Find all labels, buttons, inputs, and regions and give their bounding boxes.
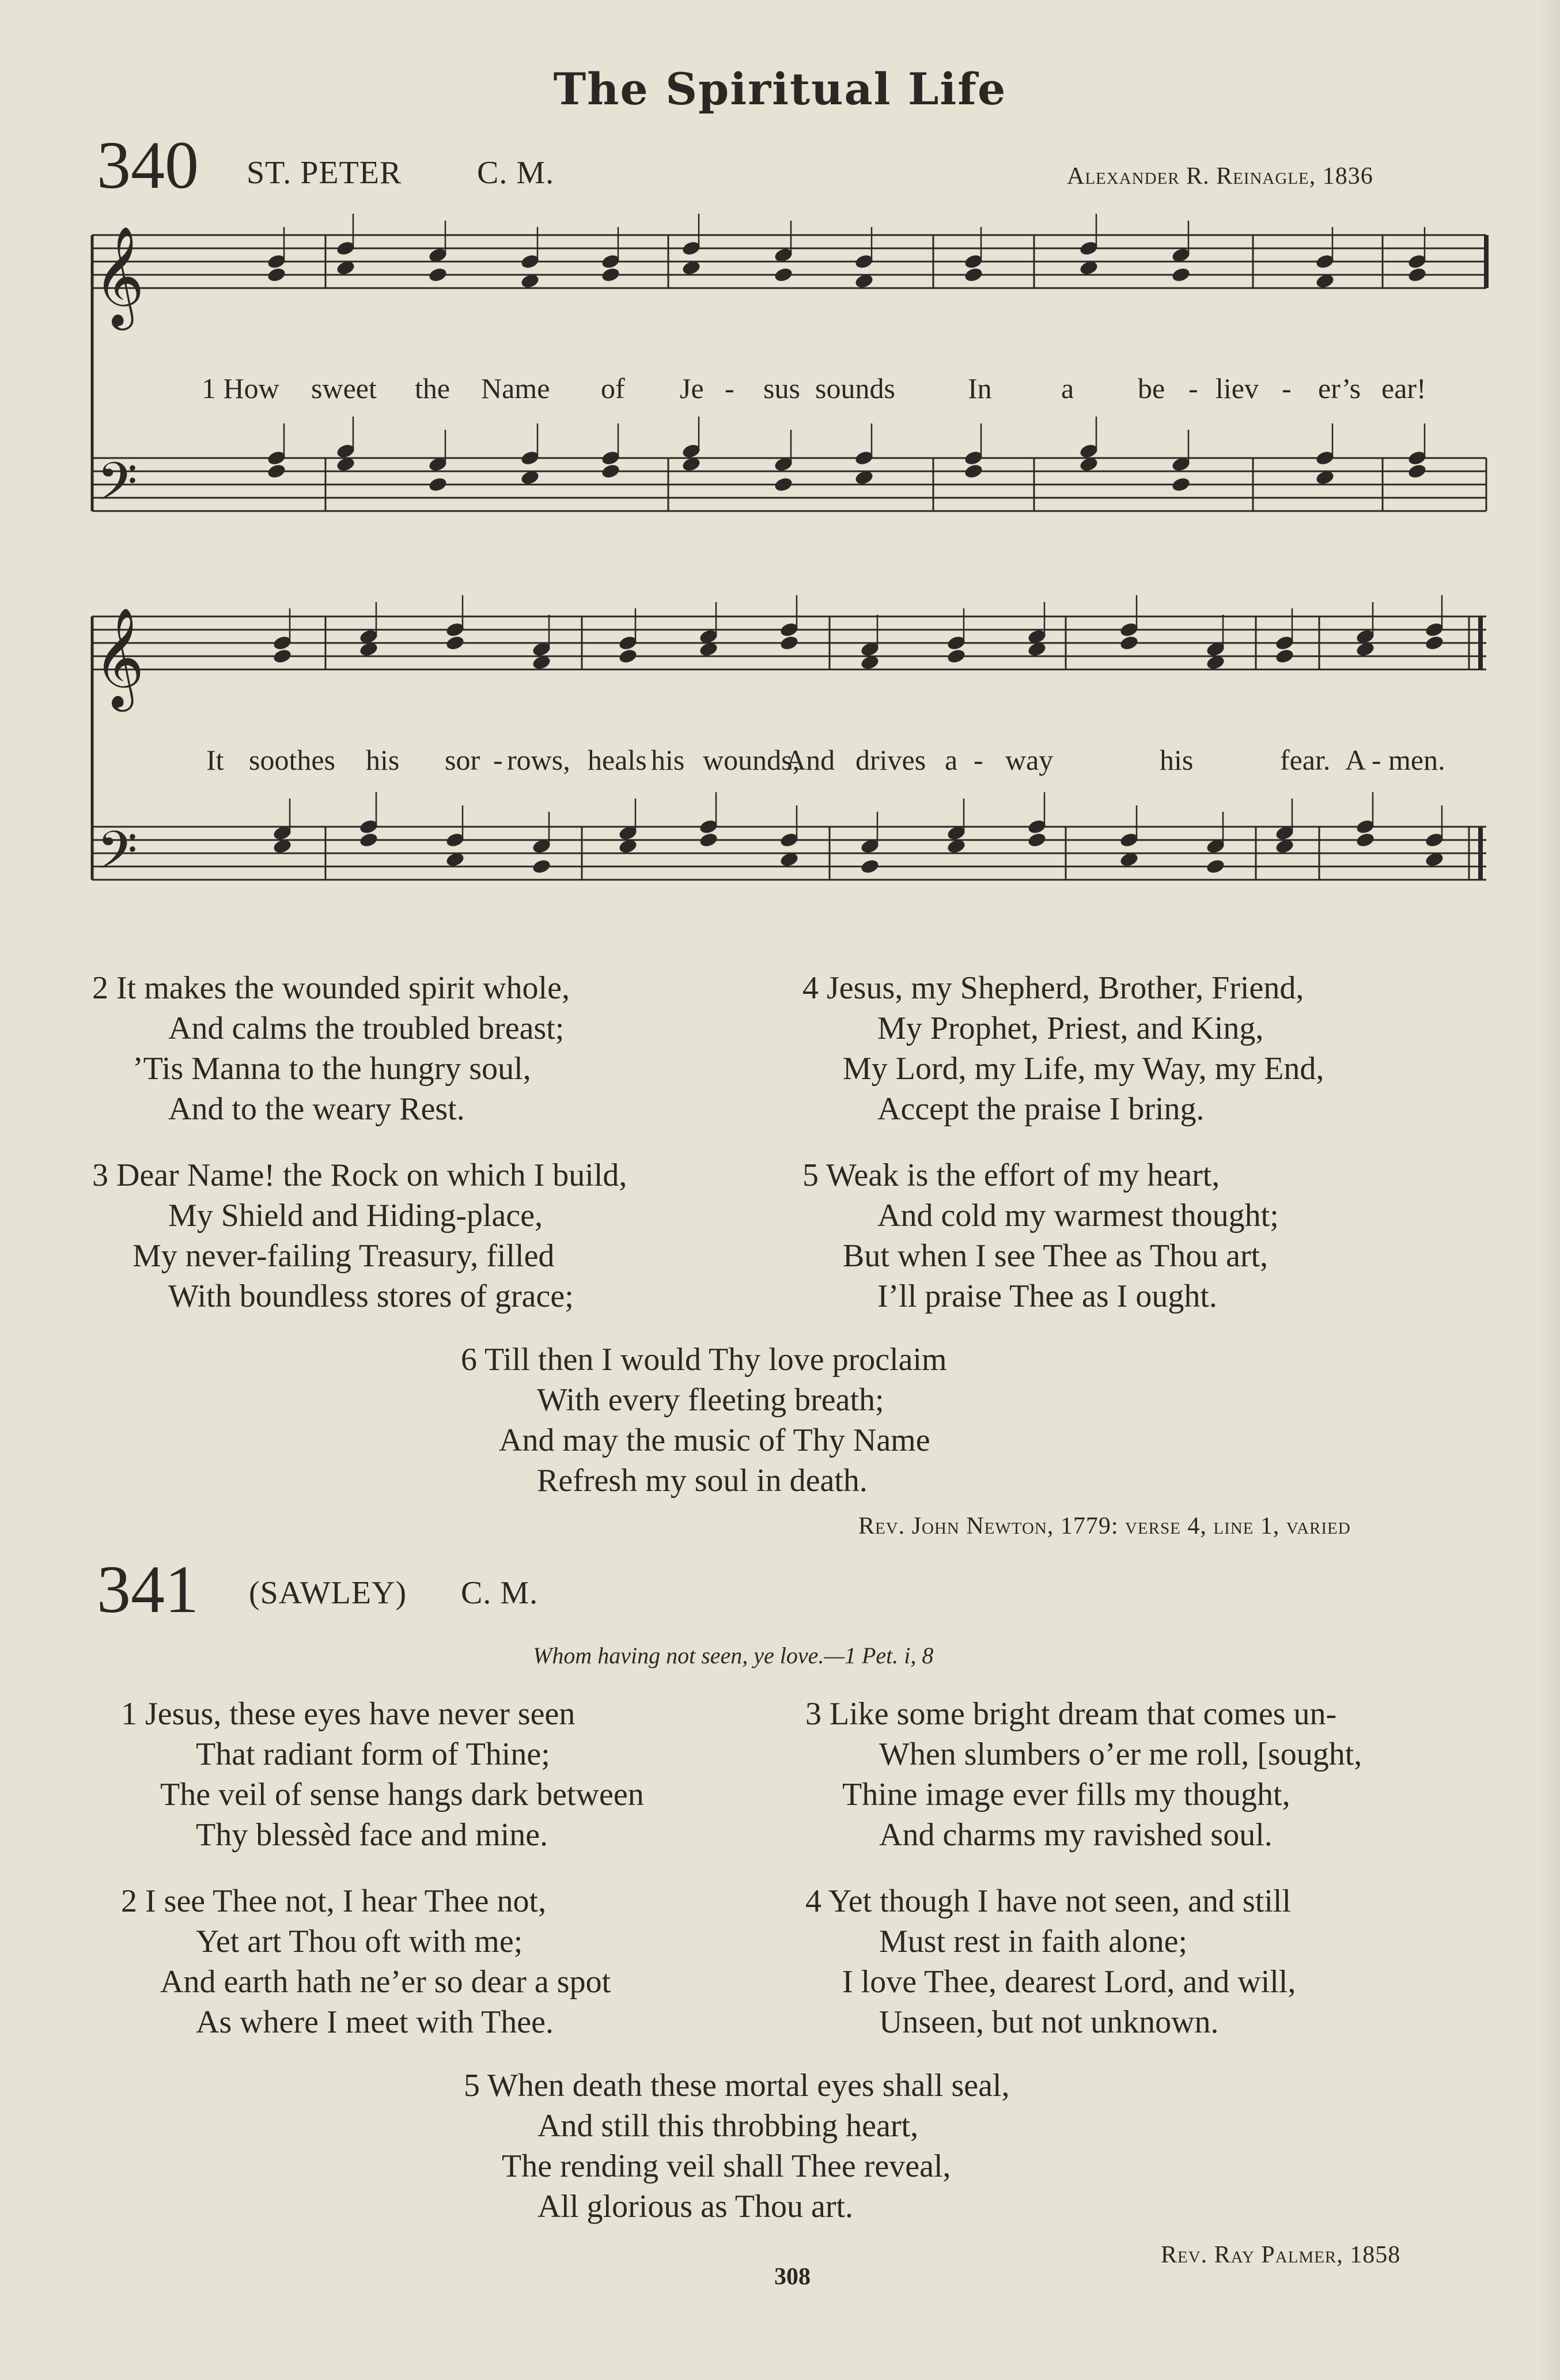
lyric-syllable: ear! — [1381, 372, 1426, 404]
note-head — [427, 266, 448, 283]
clef-icon: 𝄢 — [97, 820, 138, 894]
stanza-line: Refresh my soul in death. — [537, 1463, 868, 1499]
stanza-line: 4 Yet though I have not seen, and still — [805, 1883, 1292, 1919]
stanza-line: 1 Jesus, these eyes have never seen — [121, 1696, 575, 1732]
stanza-line: ’Tis Manna to the hungry soul, — [132, 1051, 531, 1087]
stanza-line: The rending veil shall Thee reveal, — [502, 2148, 951, 2184]
note-head — [1355, 831, 1375, 848]
note-head — [1407, 463, 1427, 479]
stanza-341-5 — [464, 2065, 1010, 2227]
lyric-syllable: liev — [1216, 372, 1259, 404]
stanza-line: And charms my ravished soul. — [879, 1817, 1273, 1853]
lyric-syllable: sweet — [311, 372, 377, 404]
lyric-syllable: the — [415, 372, 450, 404]
stanza-line: That radiant form of Thine; — [196, 1736, 550, 1772]
stanza-line: 3 Dear Name! the Rock on which I build, — [92, 1157, 627, 1193]
note-head — [1027, 831, 1047, 848]
stanza-341-4 — [805, 1881, 1296, 2042]
lyric-syllable: fear. — [1280, 744, 1331, 776]
lyric-syllable: In — [968, 372, 992, 404]
lyric-syllable: drives — [855, 744, 926, 776]
lyric-syllable: - — [725, 372, 734, 404]
lyric-syllable: be — [1138, 372, 1165, 404]
note-head — [698, 831, 718, 848]
stanza-line: I love Thee, dearest Lord, and will, — [842, 1964, 1296, 2000]
stanza-line: And cold my warmest thought; — [877, 1198, 1279, 1233]
lyric-syllable: a — [945, 744, 958, 776]
note-head — [859, 858, 880, 875]
note-head — [1119, 634, 1139, 651]
lyric-syllable: Je — [680, 372, 704, 404]
lyric-syllable: his — [1160, 744, 1194, 776]
composer-340: Alexander R. Reinagle, 1836 — [1067, 163, 1373, 190]
note-head — [1205, 858, 1225, 875]
note-head — [1424, 634, 1444, 651]
stanza-line: When slumbers o’er me roll, [sought, — [879, 1736, 1362, 1772]
stanza-line: Yet art Thou oft with me; — [196, 1924, 523, 1959]
stanza-341-3 — [805, 1694, 1362, 1855]
stanza-line: With every fleeting breath; — [537, 1382, 884, 1418]
running-head: The Spiritual Life — [553, 63, 1007, 115]
stanza-line: And may the music of Thy Name — [499, 1422, 930, 1458]
note-head — [358, 831, 378, 848]
note-head — [963, 463, 983, 479]
lyric-syllable: his — [651, 744, 685, 776]
lyric-syllable: sor — [445, 744, 480, 776]
author-341: Rev. Ray Palmer, 1858 — [1161, 2242, 1401, 2268]
lyric-syllable: - — [493, 744, 503, 776]
lyric-syllable: er’s — [1318, 372, 1361, 404]
stanza-340-2 — [92, 968, 570, 1129]
stanza-line: And earth hath ne’er so dear a spot — [160, 1964, 611, 2000]
note-head — [773, 266, 793, 283]
page-edge-shadow — [1537, 0, 1560, 2380]
note-head — [427, 476, 448, 493]
stanza-line: 4 Jesus, my Shepherd, Brother, Friend, — [802, 970, 1304, 1006]
stanza-line: 6 Till then I would Thy love proclaim — [461, 1342, 947, 1378]
lyric-syllable: heals — [588, 744, 647, 776]
author-340: Rev. John Newton, 1779: verse 4, line 1, varied — [858, 1513, 1351, 1539]
note-head — [600, 266, 620, 283]
note-head — [946, 648, 966, 664]
stanza-line: My Lord, my Life, my Way, my End, — [843, 1051, 1324, 1087]
note-head — [600, 463, 620, 479]
stanza-line: 5 Weak is the effort of my heart, — [802, 1157, 1220, 1193]
stanza-line: 2 It makes the wounded spirit whole, — [92, 970, 570, 1006]
lyric-syllable: Name — [481, 372, 550, 404]
stanza-line: Accept the praise I bring. — [877, 1091, 1205, 1127]
hymn-number-341: 341 — [97, 1552, 199, 1627]
stanza-line: 5 When death these mortal eyes shall seal, — [464, 2068, 1010, 2103]
lyric-syllable: sounds — [815, 372, 895, 404]
stanza-341-1 — [121, 1694, 644, 1855]
stanza-line: Thine image ever fills my thought, — [842, 1777, 1290, 1813]
music-score-340 — [0, 0, 1560, 933]
note-head — [272, 648, 292, 664]
stanza-line: Must rest in faith alone; — [879, 1924, 1188, 1959]
lyric-syllable: rows, — [507, 744, 570, 776]
stanza-341-2 — [121, 1881, 611, 2042]
stanza-line: All glorious as Thou art. — [537, 2189, 854, 2224]
lyric-syllable: a — [1061, 372, 1074, 404]
lyric-syllable: It — [206, 744, 224, 776]
lyric-syllable: his — [366, 744, 400, 776]
note-head — [1171, 476, 1191, 493]
stanza-line: My Shield and Hiding-place, — [168, 1198, 543, 1233]
stanza-line: With boundless stores of grace; — [168, 1278, 574, 1314]
stanza-340-5 — [802, 1155, 1279, 1316]
note-head — [773, 476, 793, 493]
note-head — [266, 266, 286, 283]
stanza-line: The veil of sense hangs dark between — [160, 1777, 644, 1813]
stanza-line: And still this throbbing heart, — [537, 2108, 919, 2144]
lyric-syllable: A - men. — [1345, 744, 1445, 776]
tune-name-341: (SAWLEY) — [249, 1575, 407, 1611]
hymn-number-340: 340 — [97, 127, 199, 203]
clef-icon: 𝄞 — [93, 607, 145, 707]
note-head — [618, 648, 638, 664]
note-head — [779, 634, 799, 651]
lyric-syllable: of — [601, 372, 625, 404]
stanza-line: My never-failing Treasury, filled — [132, 1238, 555, 1274]
stanza-line: And to the weary Rest. — [168, 1091, 465, 1127]
stanza-line: My Prophet, Priest, and King, — [877, 1011, 1264, 1046]
meter-341: C. M. — [461, 1575, 539, 1611]
stanza-340-3 — [92, 1155, 627, 1316]
note-head — [963, 266, 983, 283]
page-number: 308 — [774, 2264, 811, 2290]
meter-340: C. M. — [477, 155, 555, 191]
stanza-line: I’ll praise Thee as I ought. — [877, 1278, 1217, 1314]
stanza-line: And calms the troubled breast; — [168, 1011, 565, 1046]
note-head — [445, 634, 465, 651]
lyric-syllable: - — [1282, 372, 1292, 404]
stanza-340-6 — [461, 1340, 947, 1501]
lyric-syllable: sus — [763, 372, 800, 404]
lyric-syllable: soothes — [249, 744, 335, 776]
stanza-line: 2 I see Thee not, I hear Thee not, — [121, 1883, 547, 1919]
stanza-line: But when I see Thee as Thou art, — [843, 1238, 1269, 1274]
clef-icon: 𝄢 — [97, 451, 138, 525]
stanza-line: Thy blessèd face and mine. — [196, 1817, 548, 1853]
stanza-line: 3 Like some bright dream that comes un- — [805, 1696, 1337, 1732]
note-head — [1171, 266, 1191, 283]
note-head — [266, 463, 286, 479]
epigraph-341: Whom having not seen, ye love.—1 Pet. i, 8 — [533, 1643, 934, 1668]
note-head — [531, 858, 551, 875]
lyric-syllable: And — [785, 744, 835, 776]
stanza-340-4 — [802, 968, 1324, 1129]
lyric-syllable: wounds, — [703, 744, 800, 776]
lyric-syllable: way — [1005, 744, 1054, 776]
lyric-syllable: 1 How — [202, 372, 279, 404]
note-head — [1274, 648, 1294, 664]
tune-name-340: ST. PETER — [247, 155, 402, 191]
lyric-syllable: - — [974, 744, 983, 776]
clef-icon: 𝄞 — [93, 226, 145, 326]
stanza-line: As where I meet with Thee. — [196, 2004, 554, 2040]
note-head — [1407, 266, 1427, 283]
lyric-syllable: - — [1188, 372, 1198, 404]
stanza-line: Unseen, but not unknown. — [879, 2004, 1219, 2040]
